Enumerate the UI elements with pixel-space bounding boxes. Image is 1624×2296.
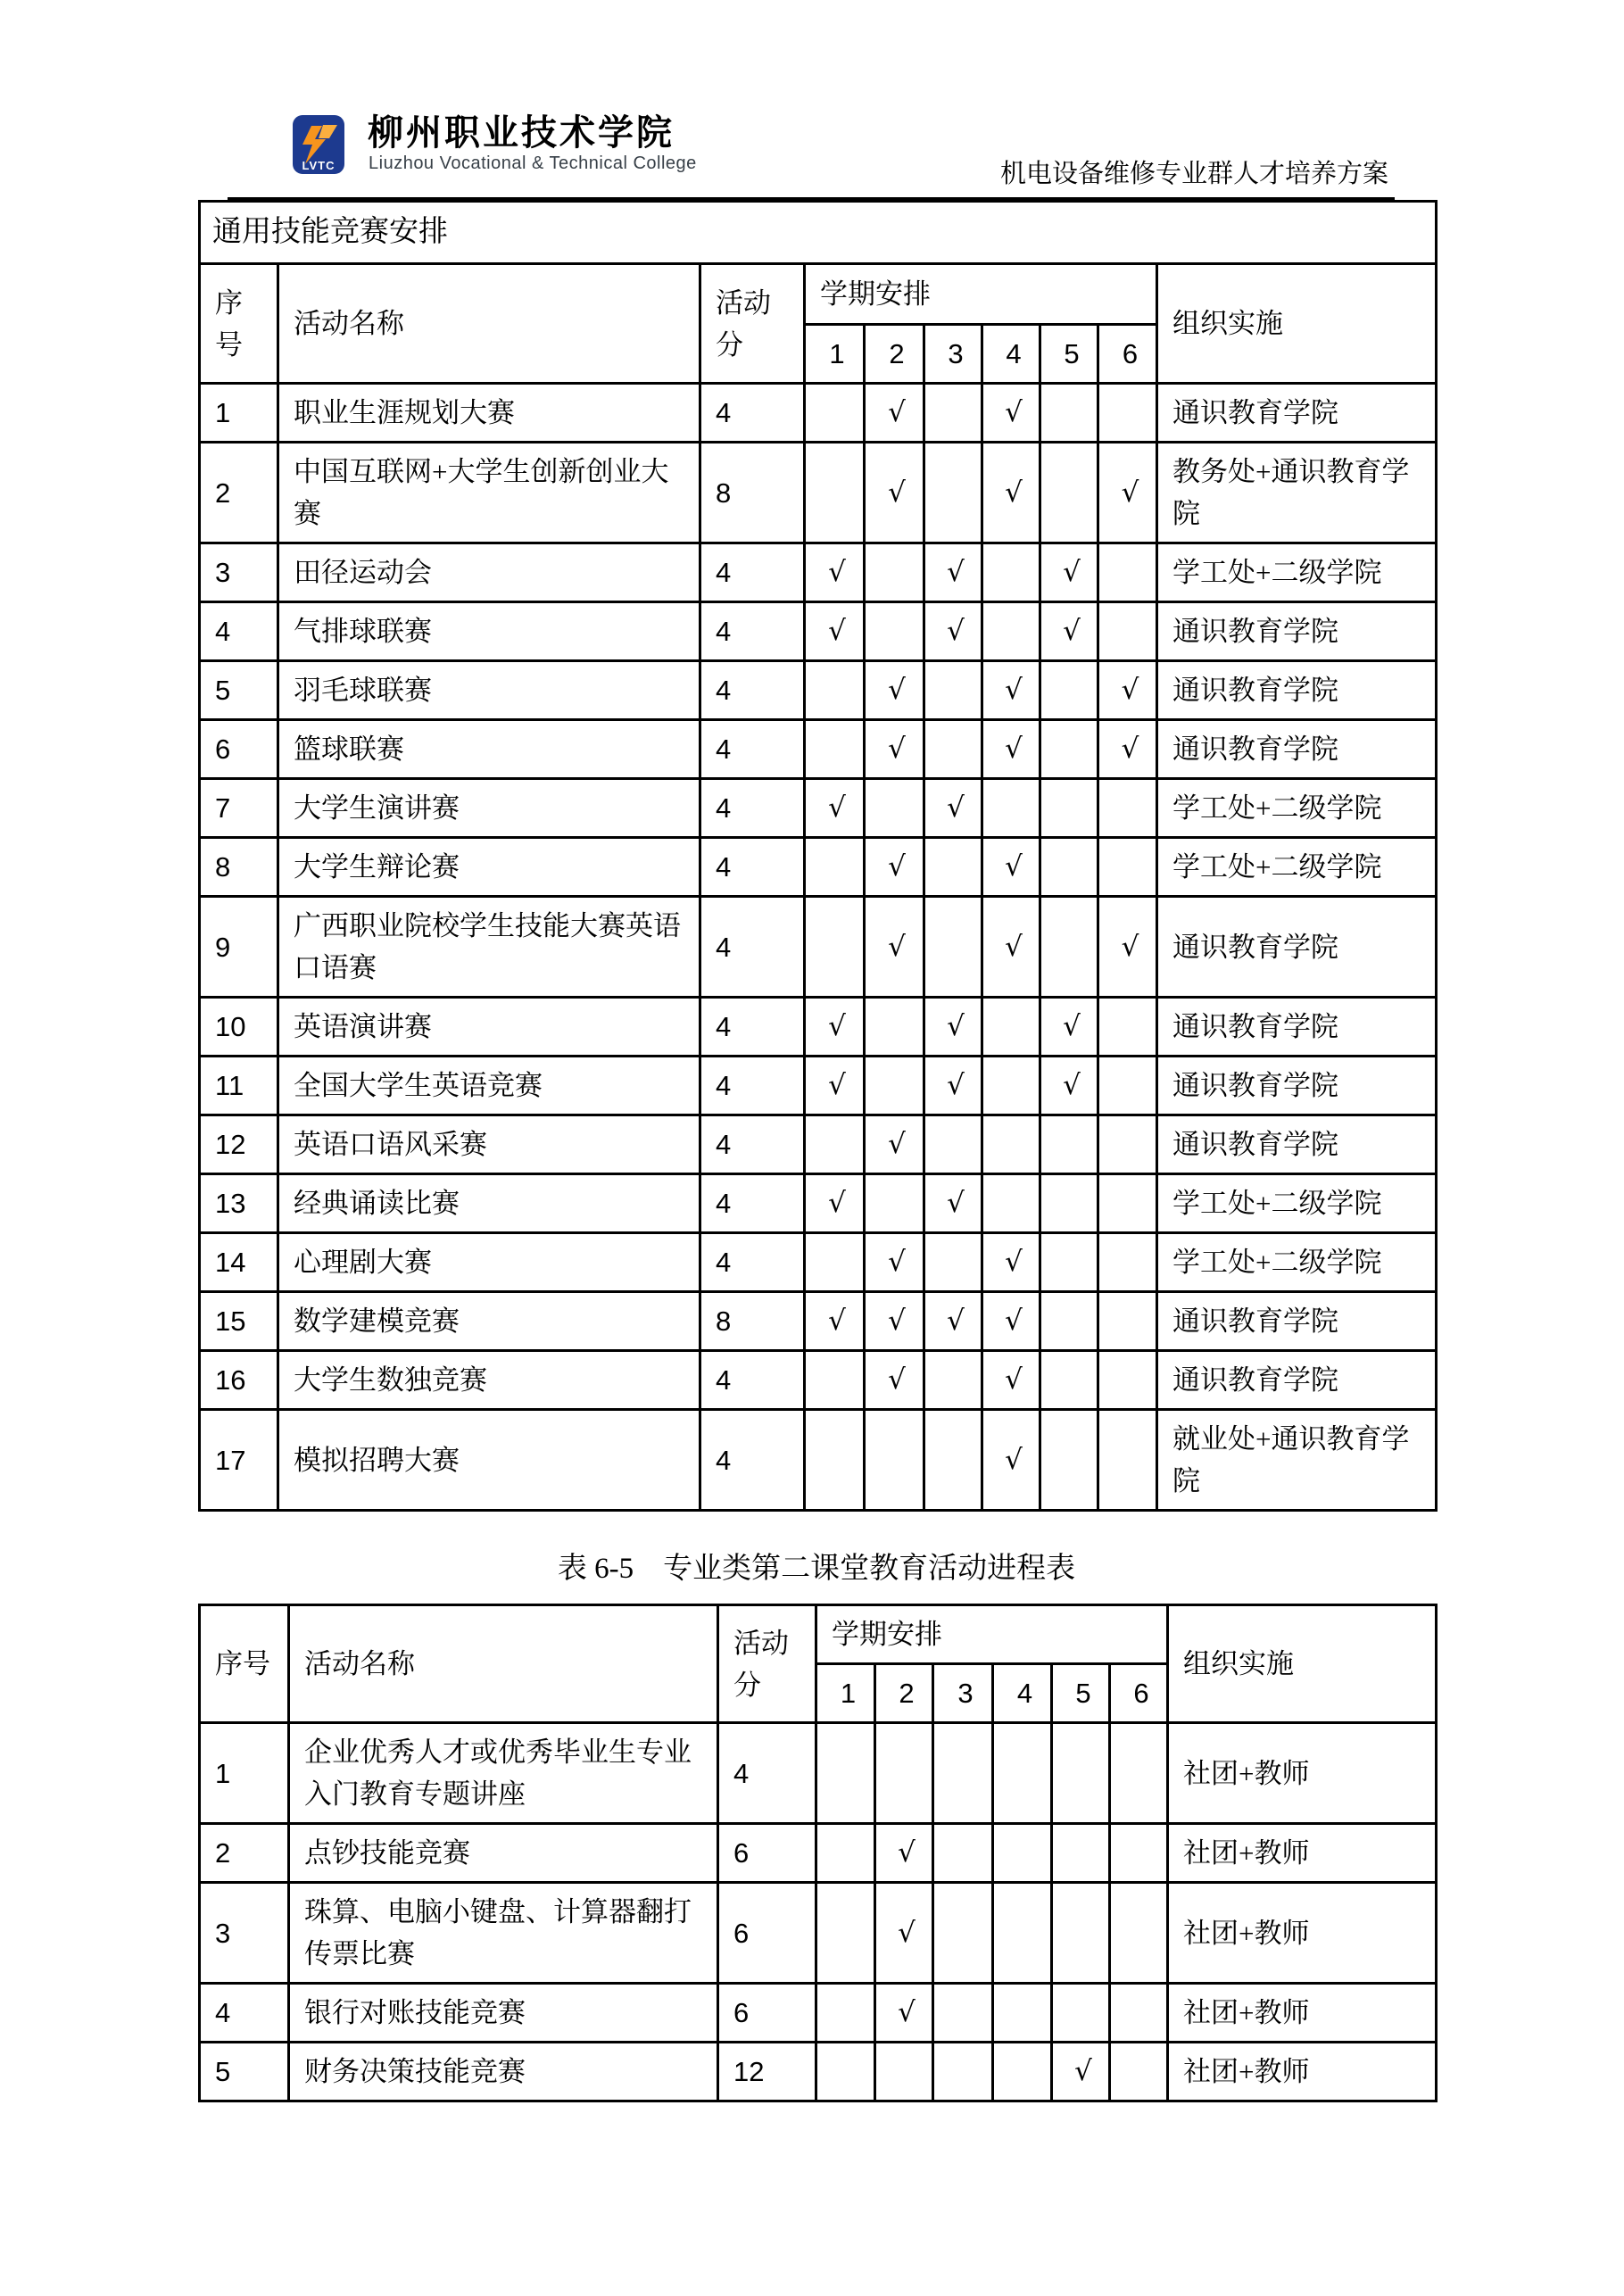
activity-name-cell: 经典诵读比赛 xyxy=(278,1174,700,1233)
table-row xyxy=(200,384,1437,443)
semester-col-header-2: 2 xyxy=(875,1664,933,1723)
activity-score-cell: 4 xyxy=(700,1174,805,1233)
activity-name-cell: 中国互联网+大学生创新创业大赛 xyxy=(278,443,700,543)
table-row xyxy=(200,443,1437,543)
semester-4-check-cell xyxy=(993,1723,1052,1824)
semester-6-check-cell xyxy=(1098,838,1157,897)
activity-name-cell: 大学生辩论赛 xyxy=(278,838,700,897)
activity-score-cell: 8 xyxy=(700,443,805,543)
semester-4-check-cell xyxy=(993,1883,1052,1984)
semester-5-check-cell xyxy=(1040,897,1098,998)
activity-name-cell: 财务决策技能竞赛 xyxy=(289,2043,718,2101)
organizer-cell: 通识教育学院 xyxy=(1157,897,1437,998)
activity-score-cell: 4 xyxy=(700,1233,805,1292)
activity-name-cell: 气排球联赛 xyxy=(278,602,700,661)
row-number-cell: 15 xyxy=(200,1292,278,1351)
semester-4-check-cell: √ xyxy=(982,720,1040,779)
semester-4-check-cell: √ xyxy=(982,1233,1040,1292)
semester-5-check-cell: √ xyxy=(1040,1057,1098,1115)
row-number-cell: 17 xyxy=(200,1410,278,1511)
semester-6-check-cell xyxy=(1098,779,1157,838)
row-number-cell: 3 xyxy=(200,543,278,602)
activity-score-cell: 4 xyxy=(700,1410,805,1511)
semester-4-check-cell xyxy=(993,2043,1052,2101)
semester-3-check-cell xyxy=(933,1824,993,1883)
row-number-cell: 8 xyxy=(200,838,278,897)
semester-4-check-cell: √ xyxy=(982,838,1040,897)
semester-3-check-cell xyxy=(924,720,982,779)
semester-col-header-6: 6 xyxy=(1098,325,1157,384)
semester-3-check-cell: √ xyxy=(924,543,982,602)
semester-2-check-cell: √ xyxy=(865,661,924,720)
activity-name-cell: 大学生数独竞赛 xyxy=(278,1351,700,1410)
row-number-cell: 11 xyxy=(200,1057,278,1115)
table-row xyxy=(200,1723,1437,1824)
semester-col-header-5: 5 xyxy=(1040,325,1098,384)
semester-6-check-cell xyxy=(1098,1057,1157,1115)
semester-2-check-cell: √ xyxy=(865,443,924,543)
semester-2-check-cell: √ xyxy=(865,1233,924,1292)
semester-1-check-cell xyxy=(816,1883,875,1984)
semester-2-check-cell: √ xyxy=(875,1824,933,1883)
table1-title-row xyxy=(200,202,1437,264)
col-header-activity-score: 活动分 xyxy=(700,264,805,384)
second-classroom-activities-table xyxy=(198,1604,1438,2102)
semester-5-check-cell xyxy=(1040,1233,1098,1292)
semester-6-check-cell xyxy=(1098,1410,1157,1511)
organizer-cell: 学工处+二级学院 xyxy=(1157,543,1437,602)
semester-5-check-cell xyxy=(1052,1723,1110,1824)
logo-abbr-text: LVTC xyxy=(302,159,336,172)
semester-4-check-cell xyxy=(982,1057,1040,1115)
college-name-cn: 柳州职业技术学院 xyxy=(368,112,675,153)
row-number-cell: 1 xyxy=(200,1723,289,1824)
semester-3-check-cell xyxy=(924,443,982,543)
semester-1-check-cell xyxy=(805,720,865,779)
semester-5-check-cell xyxy=(1040,1410,1098,1511)
activity-score-cell: 4 xyxy=(700,543,805,602)
semester-6-check-cell xyxy=(1110,1984,1168,2043)
lvtc-logo-icon xyxy=(293,115,344,174)
row-number-cell: 1 xyxy=(200,384,278,443)
activity-score-cell: 4 xyxy=(700,838,805,897)
row-number-cell: 12 xyxy=(200,1115,278,1174)
semester-5-check-cell xyxy=(1052,1984,1110,2043)
activity-name-cell: 大学生演讲赛 xyxy=(278,779,700,838)
semester-1-check-cell xyxy=(805,897,865,998)
semester-1-check-cell xyxy=(805,838,865,897)
activity-name-cell: 职业生涯规划大赛 xyxy=(278,384,700,443)
organizer-cell: 通识教育学院 xyxy=(1157,602,1437,661)
table-row xyxy=(200,661,1437,720)
semester-col-header-2: 2 xyxy=(865,325,924,384)
organizer-cell: 学工处+二级学院 xyxy=(1157,779,1437,838)
doc-title: 机电设备维修专业群人才培养方案 xyxy=(999,160,1388,188)
organizer-cell: 就业处+通识教育学院 xyxy=(1157,1410,1437,1511)
semester-1-check-cell xyxy=(805,1410,865,1511)
organizer-cell: 通识教育学院 xyxy=(1157,661,1437,720)
semester-2-check-cell: √ xyxy=(865,384,924,443)
semester-5-check-cell: √ xyxy=(1040,998,1098,1057)
col-header-no: 序号 xyxy=(200,1605,289,1723)
row-number-cell: 4 xyxy=(200,1984,289,2043)
semester-5-check-cell xyxy=(1040,1292,1098,1351)
semester-3-check-cell xyxy=(933,1883,993,1984)
activity-score-cell: 4 xyxy=(700,998,805,1057)
activity-name-cell: 广西职业院校学生技能大赛英语口语赛 xyxy=(278,897,700,998)
organizer-cell: 通识教育学院 xyxy=(1157,384,1437,443)
row-number-cell: 3 xyxy=(200,1883,289,1984)
organizer-cell: 社团+教师 xyxy=(1168,1984,1437,2043)
semester-2-check-cell xyxy=(865,1410,924,1511)
table1-title: 通用技能竞赛安排 xyxy=(200,202,1437,264)
semester-4-check-cell xyxy=(982,602,1040,661)
semester-col-header-1: 1 xyxy=(816,1664,875,1723)
semester-col-header-3: 3 xyxy=(924,325,982,384)
semester-3-check-cell xyxy=(924,838,982,897)
semester-6-check-cell xyxy=(1098,998,1157,1057)
semester-4-check-cell: √ xyxy=(982,661,1040,720)
row-number-cell: 4 xyxy=(200,602,278,661)
semester-4-check-cell xyxy=(982,543,1040,602)
semester-5-check-cell: √ xyxy=(1040,543,1098,602)
activity-score-cell: 4 xyxy=(700,720,805,779)
semester-2-check-cell xyxy=(875,2043,933,2101)
row-number-cell: 10 xyxy=(200,998,278,1057)
semester-4-check-cell xyxy=(993,1984,1052,2043)
activity-score-cell: 6 xyxy=(718,1824,816,1883)
semester-5-check-cell xyxy=(1040,779,1098,838)
organizer-cell: 教务处+通识教育学院 xyxy=(1157,443,1437,543)
semester-6-check-cell xyxy=(1098,1115,1157,1174)
semester-3-check-cell xyxy=(924,1351,982,1410)
col-header-org: 组织实施 xyxy=(1157,264,1437,384)
semester-4-check-cell xyxy=(982,998,1040,1057)
semester-6-check-cell xyxy=(1098,602,1157,661)
col-header-semester-group: 学期安排 xyxy=(805,264,1157,325)
table-row xyxy=(200,1824,1437,1883)
activity-name-cell: 银行对账技能竞赛 xyxy=(289,1984,718,2043)
organizer-cell: 学工处+二级学院 xyxy=(1157,1174,1437,1233)
table-row xyxy=(200,720,1437,779)
semester-5-check-cell: √ xyxy=(1040,602,1098,661)
semester-col-header-3: 3 xyxy=(933,1664,993,1723)
row-number-cell: 5 xyxy=(200,2043,289,2101)
semester-5-check-cell xyxy=(1040,443,1098,543)
semester-2-check-cell xyxy=(865,779,924,838)
col-header-semester-group: 学期安排 xyxy=(816,1605,1168,1664)
semester-1-check-cell: √ xyxy=(805,1292,865,1351)
row-number-cell: 14 xyxy=(200,1233,278,1292)
activity-name-cell: 全国大学生英语竞赛 xyxy=(278,1057,700,1115)
activity-name-cell: 数学建模竞赛 xyxy=(278,1292,700,1351)
organizer-cell: 通识教育学院 xyxy=(1157,720,1437,779)
semester-5-check-cell xyxy=(1040,1351,1098,1410)
semester-2-check-cell xyxy=(865,602,924,661)
semester-1-check-cell xyxy=(816,1824,875,1883)
semester-3-check-cell xyxy=(924,897,982,998)
organizer-cell: 社团+教师 xyxy=(1168,1824,1437,1883)
table-row xyxy=(200,1174,1437,1233)
semester-3-check-cell: √ xyxy=(924,779,982,838)
semester-1-check-cell: √ xyxy=(805,998,865,1057)
organizer-cell: 通识教育学院 xyxy=(1157,998,1437,1057)
table-row xyxy=(200,1351,1437,1410)
semester-5-check-cell xyxy=(1040,838,1098,897)
activity-score-cell: 8 xyxy=(700,1292,805,1351)
table2-header-row xyxy=(200,1605,1437,1664)
semester-1-check-cell xyxy=(805,1115,865,1174)
semester-3-check-cell xyxy=(924,1410,982,1511)
row-number-cell: 2 xyxy=(200,443,278,543)
semester-6-check-cell xyxy=(1098,1292,1157,1351)
semester-2-check-cell xyxy=(865,998,924,1057)
semester-2-check-cell: √ xyxy=(865,1115,924,1174)
semester-col-header-6: 6 xyxy=(1110,1664,1168,1723)
table-row xyxy=(200,2043,1437,2101)
semester-5-check-cell xyxy=(1052,1824,1110,1883)
col-header-org: 组织实施 xyxy=(1168,1605,1437,1723)
semester-5-check-cell xyxy=(1040,1115,1098,1174)
semester-4-check-cell xyxy=(982,1174,1040,1233)
activity-score-cell: 4 xyxy=(700,1115,805,1174)
semester-4-check-cell: √ xyxy=(982,1292,1040,1351)
table-row xyxy=(200,1115,1437,1174)
activity-name-cell: 点钞技能竞赛 xyxy=(289,1824,718,1883)
activity-score-cell: 6 xyxy=(718,1883,816,1984)
semester-6-check-cell xyxy=(1110,1883,1168,1984)
semester-3-check-cell xyxy=(924,384,982,443)
semester-1-check-cell: √ xyxy=(805,543,865,602)
activity-name-cell: 珠算、电脑小键盘、计算器翻打传票比赛 xyxy=(289,1883,718,1984)
semester-2-check-cell: √ xyxy=(865,720,924,779)
semester-1-check-cell: √ xyxy=(805,1174,865,1233)
semester-3-check-cell xyxy=(924,1233,982,1292)
semester-5-check-cell xyxy=(1040,1174,1098,1233)
semester-1-check-cell: √ xyxy=(805,779,865,838)
table-row xyxy=(200,1233,1437,1292)
semester-2-check-cell: √ xyxy=(865,897,924,998)
semester-2-check-cell: √ xyxy=(875,1883,933,1984)
semester-5-check-cell xyxy=(1040,661,1098,720)
semester-5-check-cell: √ xyxy=(1052,2043,1110,2101)
col-header-activity-name: 活动名称 xyxy=(289,1605,718,1723)
semester-3-check-cell xyxy=(924,1115,982,1174)
activity-score-cell: 4 xyxy=(700,661,805,720)
activity-name-cell: 企业优秀人才或优秀毕业生专业入门教育专题讲座 xyxy=(289,1723,718,1824)
semester-1-check-cell xyxy=(816,2043,875,2101)
row-number-cell: 2 xyxy=(200,1824,289,1883)
semester-5-check-cell xyxy=(1052,1883,1110,1984)
semester-2-check-cell: √ xyxy=(865,838,924,897)
semester-2-check-cell xyxy=(865,1174,924,1233)
semester-6-check-cell: √ xyxy=(1098,897,1157,998)
table-row xyxy=(200,1883,1437,1984)
organizer-cell: 通识教育学院 xyxy=(1157,1057,1437,1115)
semester-3-check-cell xyxy=(933,2043,993,2101)
activity-name-cell: 心理剧大赛 xyxy=(278,1233,700,1292)
semester-4-check-cell: √ xyxy=(982,384,1040,443)
semester-4-check-cell xyxy=(982,1115,1040,1174)
col-header-activity-name: 活动名称 xyxy=(278,264,700,384)
semester-1-check-cell xyxy=(805,1233,865,1292)
semester-3-check-cell: √ xyxy=(924,998,982,1057)
organizer-cell: 通识教育学院 xyxy=(1157,1292,1437,1351)
table-row xyxy=(200,998,1437,1057)
semester-4-check-cell xyxy=(982,779,1040,838)
col-header-no: 序号 xyxy=(200,264,278,384)
semester-4-check-cell: √ xyxy=(982,1410,1040,1511)
semester-6-check-cell xyxy=(1110,1723,1168,1824)
activity-name-cell: 英语演讲赛 xyxy=(278,998,700,1057)
organizer-cell: 通识教育学院 xyxy=(1157,1351,1437,1410)
row-number-cell: 7 xyxy=(200,779,278,838)
semester-2-check-cell xyxy=(875,1723,933,1824)
table-row xyxy=(200,1057,1437,1115)
activity-score-cell: 4 xyxy=(718,1723,816,1824)
semester-1-check-cell xyxy=(816,1984,875,2043)
table-row xyxy=(200,543,1437,602)
table-row xyxy=(200,602,1437,661)
activity-score-cell: 4 xyxy=(700,602,805,661)
table-row xyxy=(200,779,1437,838)
table-row xyxy=(200,838,1437,897)
semester-3-check-cell: √ xyxy=(924,1057,982,1115)
activity-name-cell: 田径运动会 xyxy=(278,543,700,602)
activity-name-cell: 篮球联赛 xyxy=(278,720,700,779)
row-number-cell: 13 xyxy=(200,1174,278,1233)
semester-6-check-cell: √ xyxy=(1098,720,1157,779)
row-number-cell: 16 xyxy=(200,1351,278,1410)
organizer-cell: 社团+教师 xyxy=(1168,1723,1437,1824)
semester-2-check-cell: √ xyxy=(865,1292,924,1351)
table-row xyxy=(200,1984,1437,2043)
semester-3-check-cell xyxy=(933,1723,993,1824)
activity-score-cell: 6 xyxy=(718,1984,816,2043)
semester-1-check-cell xyxy=(816,1723,875,1824)
activity-score-cell: 4 xyxy=(700,1351,805,1410)
semester-2-check-cell: √ xyxy=(865,1351,924,1410)
semester-1-check-cell xyxy=(805,443,865,543)
semester-5-check-cell xyxy=(1040,384,1098,443)
semester-col-header-4: 4 xyxy=(993,1664,1052,1723)
table-row xyxy=(200,1410,1437,1511)
semester-4-check-cell xyxy=(993,1824,1052,1883)
row-number-cell: 9 xyxy=(200,897,278,998)
activity-name-cell: 英语口语风采赛 xyxy=(278,1115,700,1174)
table-caption: 表 6-5 专业类第二课堂教育活动进程表 xyxy=(557,1553,1076,1585)
semester-6-check-cell: √ xyxy=(1098,661,1157,720)
activity-score-cell: 4 xyxy=(700,384,805,443)
activity-score-cell: 12 xyxy=(718,2043,816,2101)
semester-6-check-cell xyxy=(1098,1233,1157,1292)
organizer-cell: 社团+教师 xyxy=(1168,1883,1437,1984)
semester-1-check-cell xyxy=(805,661,865,720)
table-row xyxy=(200,1292,1437,1351)
semester-3-check-cell: √ xyxy=(924,1292,982,1351)
activity-score-cell: 4 xyxy=(700,897,805,998)
table-row xyxy=(200,897,1437,998)
semester-6-check-cell xyxy=(1098,543,1157,602)
activity-score-cell: 4 xyxy=(700,779,805,838)
activity-name-cell: 羽毛球联赛 xyxy=(278,661,700,720)
semester-1-check-cell: √ xyxy=(805,602,865,661)
semester-1-check-cell xyxy=(805,384,865,443)
semester-4-check-cell: √ xyxy=(982,1351,1040,1410)
general-skills-competition-table xyxy=(198,200,1438,1512)
row-number-cell: 5 xyxy=(200,661,278,720)
semester-3-check-cell: √ xyxy=(924,602,982,661)
organizer-cell: 通识教育学院 xyxy=(1157,1115,1437,1174)
semester-col-header-1: 1 xyxy=(805,325,865,384)
semester-1-check-cell: √ xyxy=(805,1057,865,1115)
semester-6-check-cell xyxy=(1098,384,1157,443)
organizer-cell: 学工处+二级学院 xyxy=(1157,1233,1437,1292)
semester-2-check-cell: √ xyxy=(875,1984,933,2043)
semester-4-check-cell: √ xyxy=(982,443,1040,543)
semester-6-check-cell xyxy=(1110,1824,1168,1883)
semester-3-check-cell: √ xyxy=(924,1174,982,1233)
activity-name-cell: 模拟招聘大赛 xyxy=(278,1410,700,1511)
activity-score-cell: 4 xyxy=(700,1057,805,1115)
college-name-en: Liuzhou Vocational & Technical College xyxy=(369,153,697,173)
semester-3-check-cell xyxy=(933,1984,993,2043)
semester-2-check-cell xyxy=(865,1057,924,1115)
semester-4-check-cell: √ xyxy=(982,897,1040,998)
semester-6-check-cell: √ xyxy=(1098,443,1157,543)
semester-6-check-cell xyxy=(1098,1351,1157,1410)
semester-2-check-cell xyxy=(865,543,924,602)
table1-header-row xyxy=(200,264,1437,325)
semester-6-check-cell xyxy=(1110,2043,1168,2101)
semester-col-header-4: 4 xyxy=(982,325,1040,384)
semester-3-check-cell xyxy=(924,661,982,720)
organizer-cell: 社团+教师 xyxy=(1168,2043,1437,2101)
col-header-activity-score: 活动分 xyxy=(718,1605,816,1723)
organizer-cell: 学工处+二级学院 xyxy=(1157,838,1437,897)
semester-col-header-5: 5 xyxy=(1052,1664,1110,1723)
semester-6-check-cell xyxy=(1098,1174,1157,1233)
row-number-cell: 6 xyxy=(200,720,278,779)
semester-5-check-cell xyxy=(1040,720,1098,779)
semester-1-check-cell xyxy=(805,1351,865,1410)
